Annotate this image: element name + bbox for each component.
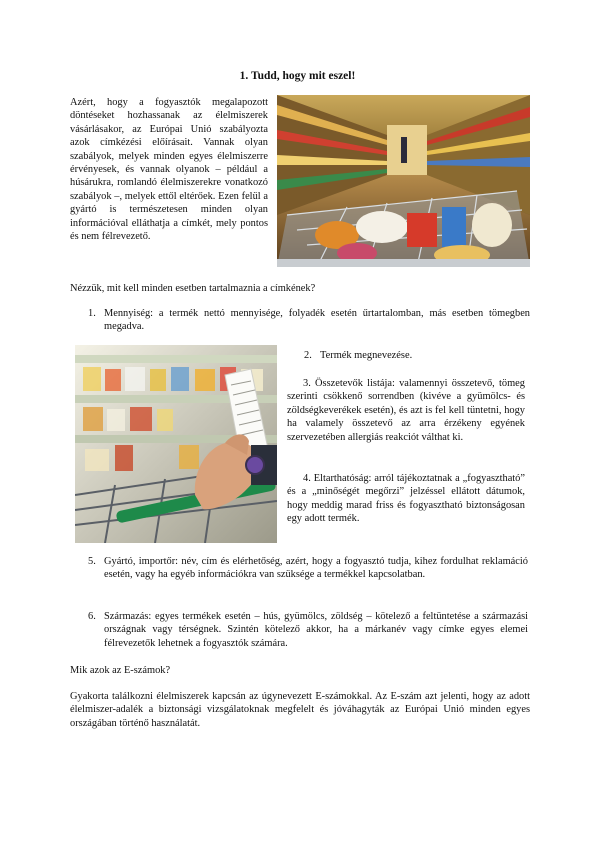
list-item-number: 5. (88, 556, 96, 567)
list-item-text: Származás: egyes termékek esetén – hús, gyümölcs, zöldség – kötelező a feltüntetése a származási országnak vagy térségnek. Szintén kötelező akkor, ha a márkanév vagy címke egyes elemei félrevezetők lehetnek a fogyasztók számára. (104, 611, 528, 649)
intro-paragraph: Azért, hogy a fogyasztók megalapozott döntéseket hozhassanak az élelmiszerek vásárlásakor, az Európai Unió szabályozta azok címkézési előírásait. Vannak olyan szabályok, melyek minden egyes élelmiszerre érvényesek, és vannak olyanok – például a húsárukra, romlandó élelmiszerekre vonatkozó szabályok –, melyek ettől eltérőek. Ezen felül a gyártó is természetesen minden olyan információval elláthatja a címkét, mely pontos és nem félrevezető. (70, 97, 268, 243)
shopping-receipt-photo (75, 345, 277, 543)
list-item-number: 3. (303, 378, 311, 389)
list-item-number: 6. (88, 611, 96, 622)
supermarket-cart-photo (277, 95, 530, 267)
list-item (287, 377, 525, 444)
list-item-text: Mennyiség: a termék nettó mennyisége, folyadék esetén űrtartalomban, más esetben tömegben megadva. (104, 308, 530, 333)
list-item-number: 2. (304, 350, 312, 361)
list-item-text: Termék megnevezése. (320, 350, 413, 361)
list-item (287, 472, 525, 526)
list-item-number: 1. (88, 308, 96, 319)
section-heading: Mik azok az E-számok? (70, 665, 171, 676)
page-title: 1. Tudd, hogy mit eszel! (239, 70, 356, 82)
list-item-number: 4. (303, 473, 311, 484)
e-numbers-paragraph: Gyakorta találkozni élelmiszerek kapcsán az úgynevezett E-számokkal. Az E-szám azt jelenti, hogy az adott élelmiszer-adalék a biztonsági vizsgálatoknak megfelelt és jóváhagyták az Európai Unió minden egyes országában történő használatát. (70, 691, 530, 729)
list-item-text: Gyártó, importőr: név, cím és elérhetőség, azért, hogy a fogyasztó tudja, kihez fordulhat reklamáció esetén, vagy ha egyéb információkra van szüksége a termékkel kapcsolatban. (104, 556, 528, 581)
list-item-text: Eltarthatóság: arról tájékoztatnak a „fogyasztható” és a „minőségét megőrzi” jelzéssel ellátott dátumok, hogy meddig marad friss és fogyasztható biztonságosan egy adott termék. (287, 473, 525, 525)
question-line: Nézzük, mit kell minden esetben tartalmaznia a címkének? (70, 283, 316, 294)
list-item-text: Összetevők listája: valamennyi összetevő, tömeg szerinti csökkenő sorrendben (kivéve a gyümölcs- és zöldségkeverékek esetén), és azt is fel kell tüntetni, hogy ha valamely összetevő az arra érzékeny egyének szervezetében allergiás reakciót válthat ki. (287, 378, 525, 443)
